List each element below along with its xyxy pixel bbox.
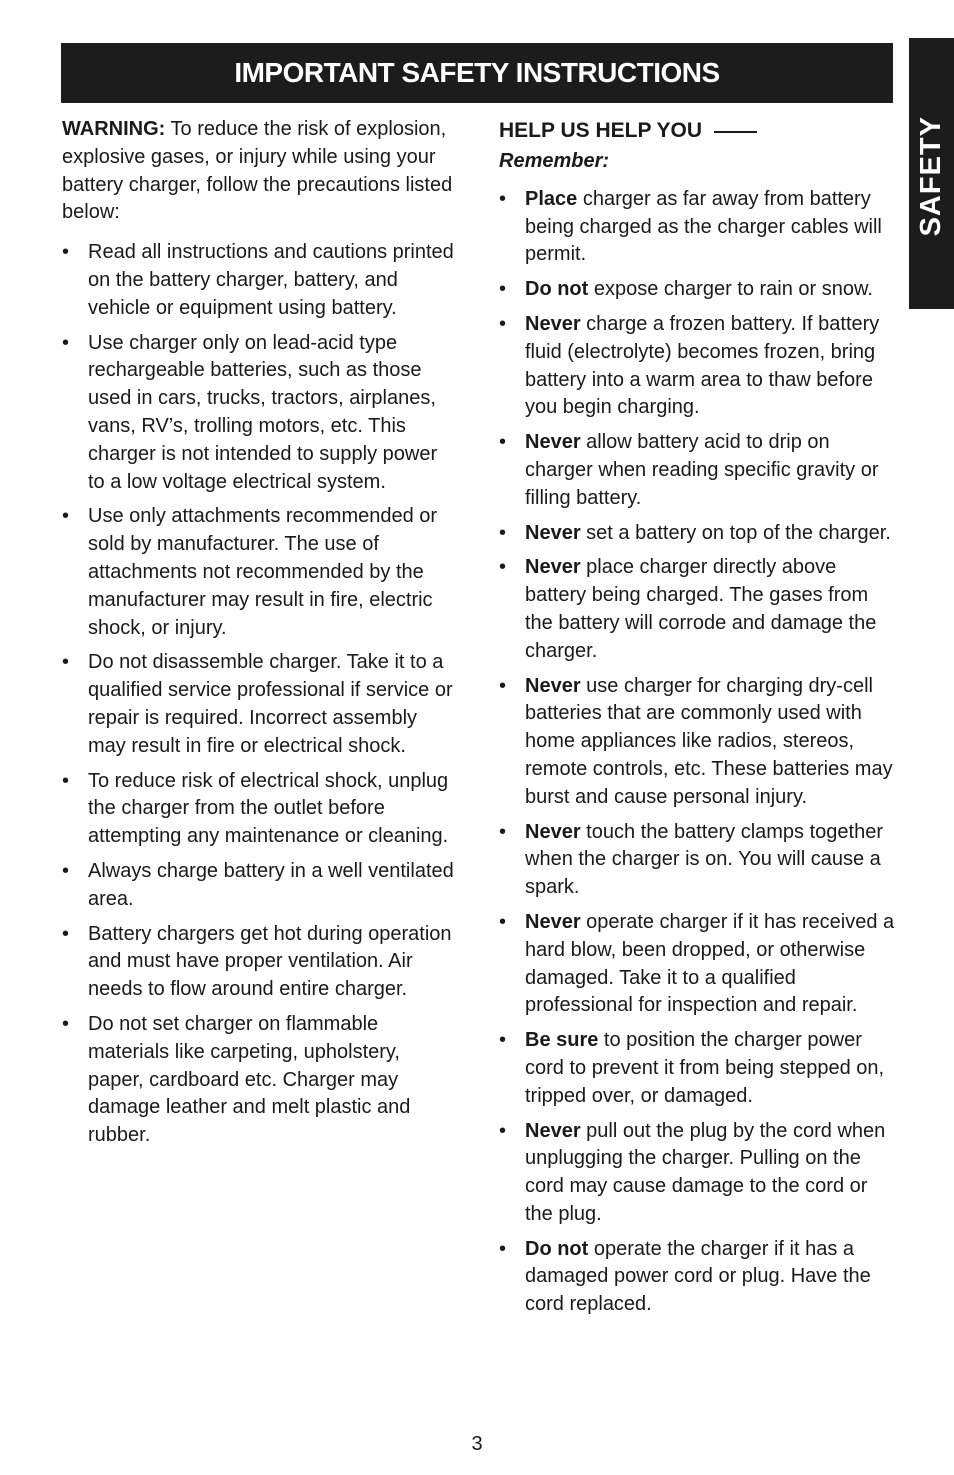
item-keyword: Do not — [525, 1237, 589, 1260]
list-item — [499, 186, 897, 269]
list-item: • Always charge battery in a well ventilated area. — [62, 858, 454, 914]
list-item: • Do not set charger on flammable materials like carpeting, upholstery, paper, cardboard etc. Charger may damage leather and melt plastic and rubber. — [62, 1011, 454, 1150]
item-text: charge a frozen battery. If battery fluid (electrolyte) becomes frozen, bring battery into a warm area to thaw before you begin charging. — [525, 312, 880, 419]
item-keyword: Do not — [525, 278, 589, 301]
heading-rule — [714, 131, 757, 133]
list-item: • Use charger only on lead-acid type rechargeable batteries, such as those used in cars, trucks, tractors, airplanes, vans, RV’s, trolling motors, etc. This charger is not intended to supply power to a low voltage electrical system. — [62, 330, 454, 497]
list-item — [499, 1118, 897, 1229]
item-keyword: Never — [525, 431, 581, 454]
list-item: • Read all instructions and cautions printed on the battery charger, battery, and vehicle or equipment using battery. — [62, 239, 454, 322]
list-item: • To reduce risk of electrical shock, unplug the charger from the outlet before attempting any maintenance or cleaning. — [62, 768, 454, 851]
list-item — [499, 819, 897, 902]
remember-list — [499, 186, 897, 1319]
list-item — [499, 1236, 897, 1319]
item-text: to position the charger power cord to prevent it from being stepped on, tripped over, or damaged. — [525, 1029, 885, 1107]
item-keyword: Never — [525, 674, 581, 697]
item-keyword: Never — [525, 556, 581, 579]
section-header — [61, 43, 893, 103]
list-item — [499, 673, 897, 812]
list-item — [499, 276, 897, 304]
item-keyword: Never — [525, 820, 581, 843]
left-column — [62, 116, 454, 1157]
list-item: • Use only attachments recommended or sold by manufacturer. The use of attachments not recommended by the manufacturer may result in fire, electric shock, or injury. — [62, 503, 454, 642]
side-tab-label: SAFETY — [915, 116, 947, 237]
item-text: touch the battery clamps together when the charger is on. You will cause a spark. — [525, 820, 884, 899]
item-text: set a battery on top of the charger. — [580, 521, 891, 544]
section-title: IMPORTANT SAFETY INSTRUCTIONS — [234, 57, 720, 88]
help-heading-text: HELP US HELP YOU — [499, 119, 703, 142]
item-keyword: Never — [525, 910, 581, 933]
item-keyword: Be sure — [525, 1029, 599, 1052]
list-item: • Do not disassemble charger. Take it to a qualified service professional if service or repair is required. Incorrect assembly may result in fire or electrical shock. — [62, 649, 454, 760]
item-keyword: Never — [525, 1119, 581, 1142]
list-item: • Battery chargers get hot during operation and must have proper ventilation. Air needs to flow around entire charger. — [62, 921, 454, 1004]
help-heading — [499, 116, 897, 146]
item-text: pull out the plug by the cord when unplugging the charger. Pulling on the cord may cause damage to the cord or the plug. — [525, 1119, 886, 1225]
list-item — [499, 311, 897, 422]
remember-subheading: Remember: — [499, 150, 610, 172]
item-text: place charger directly above battery being charged. The gases from the battery will corrode and damage the charger. — [525, 556, 877, 662]
list-item — [499, 520, 897, 548]
item-text: operate charger if it has received a hard blow, been dropped, or otherwise damaged. Take it to a qualified professional for inspection and repair. — [525, 910, 895, 1017]
item-keyword: Place — [525, 187, 578, 210]
warning-paragraph — [62, 116, 454, 227]
item-keyword: Never — [525, 312, 581, 335]
list-item — [499, 429, 897, 512]
item-text: allow battery acid to drip on charger when reading specific gravity or filling battery. — [525, 431, 879, 509]
page-number: 3 — [471, 1433, 483, 1455]
side-tab — [909, 38, 954, 309]
item-text: operate the charger if it has a damaged power cord or plug. Have the cord replaced. — [525, 1237, 871, 1316]
item-keyword: Never — [525, 521, 581, 544]
list-item — [499, 554, 897, 665]
warning-label: WARNING: — [62, 118, 166, 140]
precautions-list — [62, 239, 454, 1150]
item-text: use charger for charging dry-cell batteries that are commonly used with home appliances like radios, stereos, remote controls, etc. These batteries may burst and cause personal injury. — [525, 674, 893, 808]
item-text: expose charger to rain or snow. — [588, 278, 873, 301]
right-column — [499, 116, 897, 1326]
list-item — [499, 909, 897, 1020]
list-item — [499, 1027, 897, 1110]
warning-text: To reduce the risk of explosion, explosive gases, or injury while using your battery charger, follow the precautions listed below: — [62, 118, 453, 224]
item-text: charger as far away from battery being charged as the charger cables will permit. — [525, 187, 882, 266]
